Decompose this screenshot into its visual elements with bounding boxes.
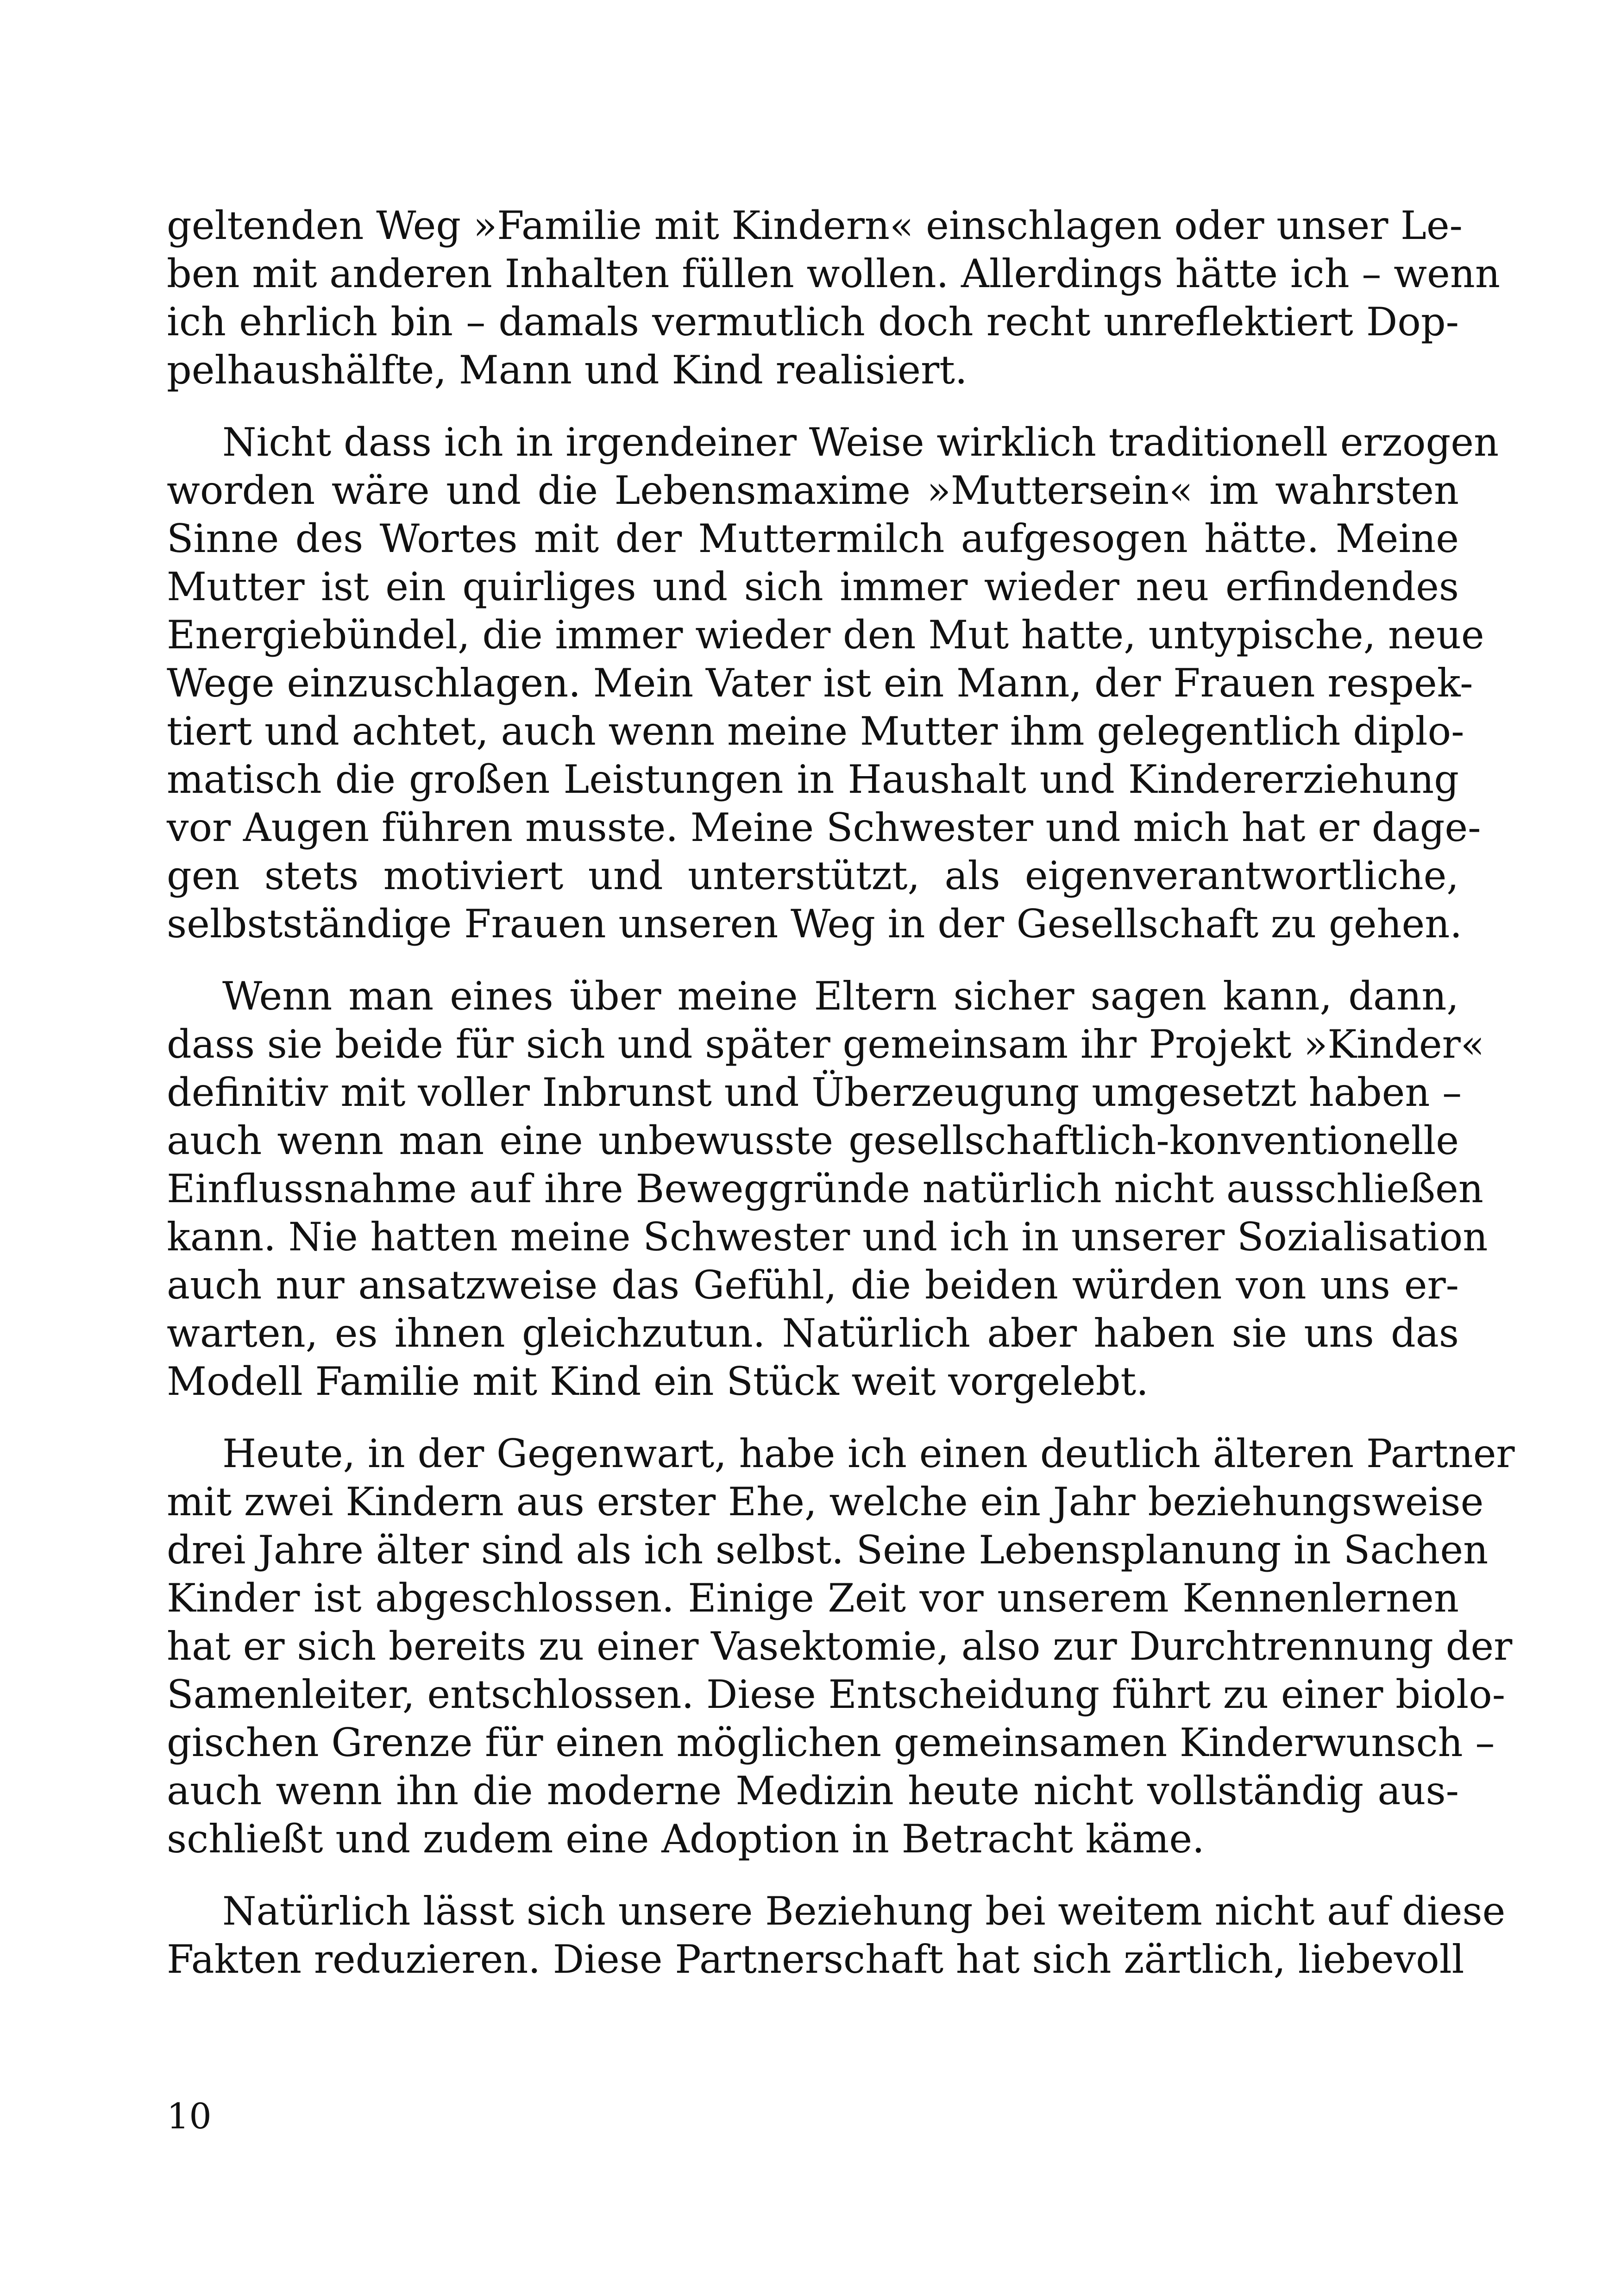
- text-line: hat er sich bereits zu einer Vasektomie, also zur Durchtrennung der: [167, 1624, 1513, 1669]
- text-line: tiert und achtet, auch wenn meine Mutter ihm gelegentlich diplo-: [167, 709, 1464, 754]
- text-line: gischen Grenze für einen möglichen gemeinsamen Kinderwunsch –: [167, 1720, 1495, 1765]
- text-line: ich ehrlich bin – damals vermutlich doch recht unreflektiert Dop-: [167, 299, 1459, 345]
- text-line: schließt und zudem eine Adoption in Betracht käme.: [167, 1816, 1205, 1862]
- page-number: 10: [167, 2095, 212, 2137]
- paragraph-2: [167, 418, 1499, 948]
- text-line: geltenden Weg »Familie mit Kindern« einschlagen oder unser Le-: [167, 203, 1463, 248]
- paragraph-5: [167, 1887, 1506, 1983]
- text-line: worden wäre und die Lebensmaxime »Muttersein« im wahrsten: [167, 468, 1459, 513]
- text-line: auch nur ansatzweise das Gefühl, die beiden würden von uns er-: [167, 1262, 1459, 1308]
- text-line: Wenn man eines über meine Eltern sicher sagen kann, dann,: [222, 973, 1459, 1019]
- paragraph-1: [167, 201, 1500, 394]
- text-line: gen stets motiviert und unterstützt, als eigenverantwortliche,: [167, 853, 1459, 898]
- text-line: selbstständige Frauen unseren Weg in der Gesellschaft zu gehen.: [167, 901, 1463, 947]
- text-line: Kinder ist abgeschlossen. Einige Zeit vor unserem Kennenlernen: [167, 1575, 1459, 1621]
- paragraph-3: [167, 972, 1488, 1405]
- paragraph-4: [167, 1430, 1515, 1863]
- text-line: Mutter ist ein quirliges und sich immer wieder neu erfindendes: [167, 564, 1459, 609]
- text-line: Modell Familie mit Kind ein Stück weit vorgelebt.: [167, 1359, 1149, 1404]
- text-line: definitiv mit voller Inbrunst und Überzeugung umgesetzt haben –: [167, 1070, 1462, 1115]
- text-line: Nicht dass ich in irgendeiner Weise wirklich traditionell erzogen: [222, 420, 1499, 465]
- text-line: Natürlich lässt sich unsere Beziehung bei weitem nicht auf diese: [222, 1888, 1506, 1934]
- text-line: Fakten reduzieren. Diese Partnerschaft hat sich zärtlich, liebevoll: [167, 1937, 1464, 1982]
- text-line: pelhaushälfte, Mann und Kind realisiert.: [167, 347, 968, 393]
- text-line: dass sie beide für sich und später gemeinsam ihr Projekt »Kinder«: [167, 1022, 1485, 1067]
- text-line: Wege einzuschlagen. Mein Vater ist ein Mann, der Frauen respek-: [167, 660, 1473, 706]
- text-line: vor Augen führen musste. Meine Schwester und mich hat er dage-: [167, 805, 1481, 850]
- text-line: Einflussnahme auf ihre Beweggründe natürlich nicht ausschließen: [167, 1166, 1483, 1211]
- text-line: ben mit anderen Inhalten füllen wollen. Allerdings hätte ich – wenn: [167, 251, 1500, 296]
- text-line: Samenleiter, entschlossen. Diese Entscheidung führt zu einer biolo-: [167, 1672, 1506, 1717]
- text-line: auch wenn man eine unbewusste gesellschaftlich-konventionelle: [167, 1118, 1459, 1163]
- text-line: kann. Nie hatten meine Schwester und ich in unserer Sozialisation: [167, 1214, 1488, 1260]
- text-line: auch wenn ihn die moderne Medizin heute nicht vollständig aus-: [167, 1768, 1459, 1813]
- text-line: mit zwei Kindern aus erster Ehe, welche ein Jahr beziehungsweise: [167, 1479, 1484, 1524]
- body-text: [167, 201, 1515, 2007]
- text-line: Sinne des Wortes mit der Muttermilch aufgesogen hätte. Meine: [167, 516, 1459, 561]
- text-line: Heute, in der Gegenwart, habe ich einen deutlich älteren Partner: [222, 1431, 1515, 1476]
- text-line: drei Jahre älter sind als ich selbst. Seine Lebensplanung in Sachen: [167, 1527, 1489, 1573]
- text-line: matisch die großen Leistungen in Haushalt und Kindererziehung: [167, 757, 1459, 802]
- text-line: Energiebündel, die immer wieder den Mut hatte, untypische, neue: [167, 612, 1484, 658]
- text-line: warten, es ihnen gleichzutun. Natürlich aber haben sie uns das: [167, 1311, 1459, 1356]
